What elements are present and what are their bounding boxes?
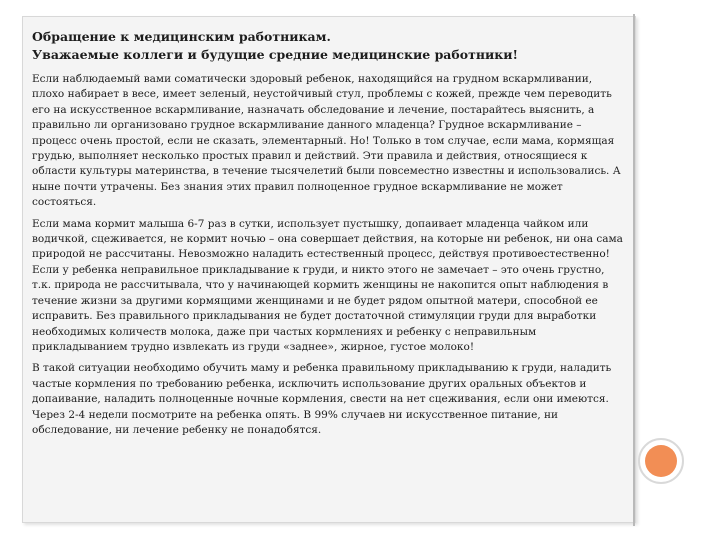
paragraph-1: Если наблюдаемый вами соматически здоровый ребенок, находящийся на грудном вскармливании, плохо набирает в весе, имеет зеленый, неустойчивый стул, проблемы с кожей, прежде чем переводить его на искусственное вскармливание, назначать обследование и лечение, постарайтесь выяснить, а правильно ли организовано грудное вскармливание данного младенца? Грудное вскармливание – процесс очень простой, если не сказать, элементарный. Но! Только в том случае, если мама, кормящая грудью, выполняет несколько простых правил и действий. Эти правила и действия, относящиеся к области культуры материнства, в течение тысячелетий были повсеместно известны и использовались. А ныне почти утрачены. Без знания этих правил полноценное грудное вскармливание не может состояться. (32, 73, 621, 209)
paragraph-3: В такой ситуации необходимо обучить маму и ребенка правильному прикладыванию к груди, наладить частые кормления по требованию ребенка, исключить использование других оральных объектов и допаивание, наладить полноценные ночные кормления, свести на нет сцеживания, если они имеются. Через 2-4 недели посмотрите на ребенка опять. В 99% случаев ни искусственное питание, ни обследование, ни лечение ребенку не понадобятся. (32, 362, 612, 436)
paragraph-2: Если мама кормит малыша 6-7 раз в сутки, использует пустышку, допаивает младенца чайком или водичкой, сцеживается, не кормит ночью – она совершает действия, на которые ни ребенок, ни она сама природой не рассчитаны. Невозможно наладить естественный процесс, действуя противоестественно! Если у ребенка неправильное прикладывание к груди, и никто этого не замечает – это очень грустно, т.к. природа не рассчитывала, что у начинающей кормить женщины не накопится опыт наблюдения в течение жизни за другими кормящими женщинами и не будет рядом опытной матери, способной ее исправить. Без правильного прикладывания не будет достаточной стимуляции груди для выработки необходимых количеств молока, даже при частых кормлениях и ребенку с неправильным прикладыванием трудно извлекать из груди «заднее», жирное, густое молоко! (32, 217, 623, 353)
document-title: Обращение к медицинским работникам. (32, 29, 331, 44)
document-content (32, 28, 626, 444)
decorative-circle-icon (645, 445, 677, 477)
document-subtitle: Уважаемые коллеги и будущие средние медицинские работники! (32, 47, 519, 62)
panel-edge-line (633, 14, 635, 526)
